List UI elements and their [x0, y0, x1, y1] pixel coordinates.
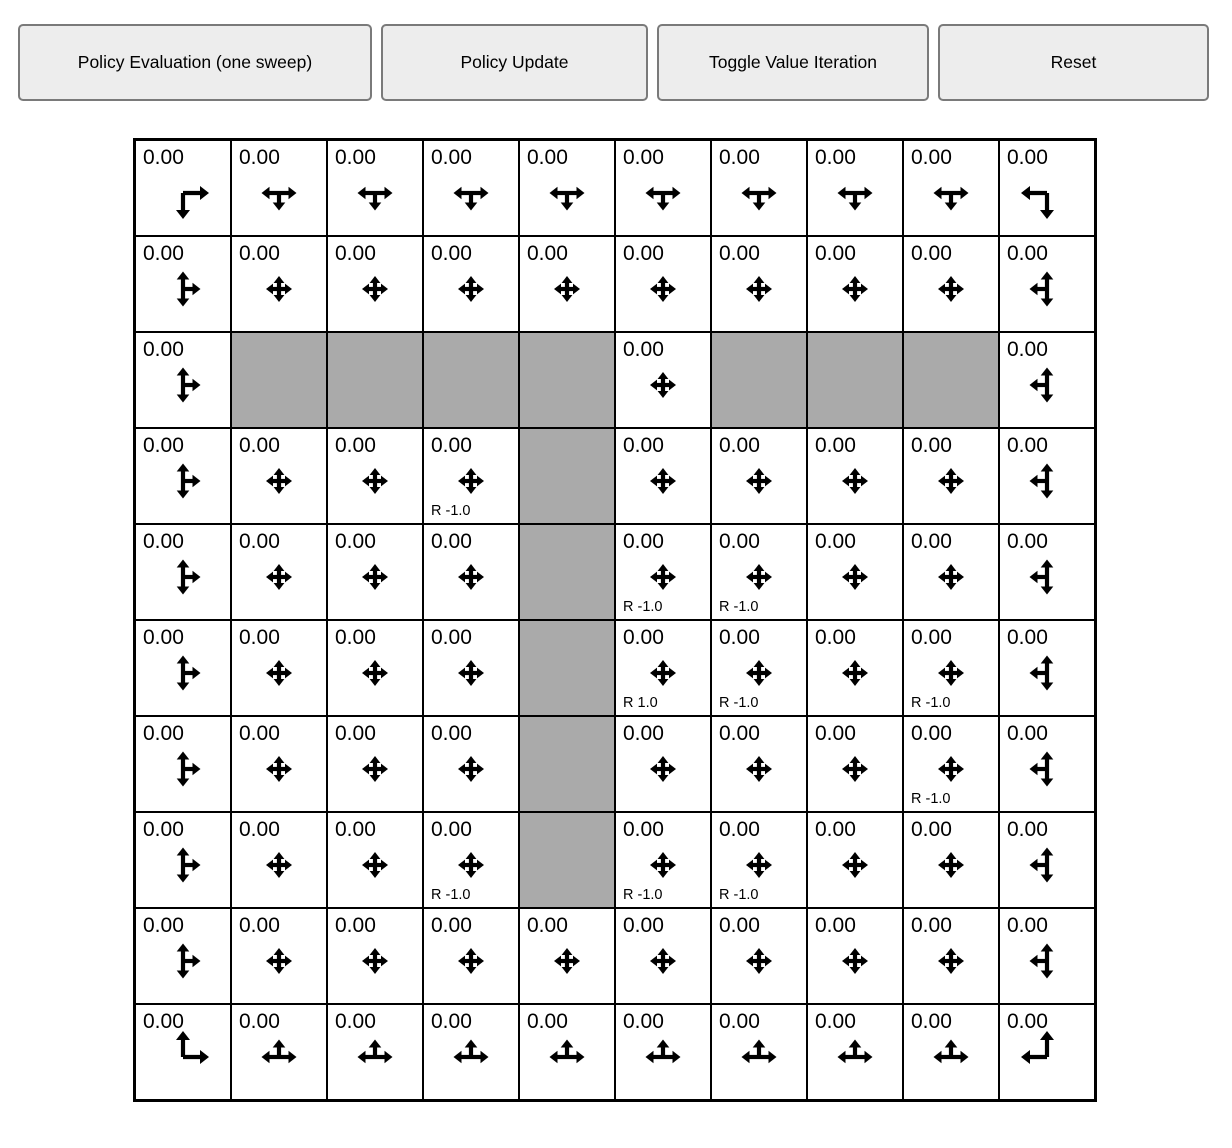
policy-arrows-icon	[1000, 1005, 1094, 1099]
cell-value: 0.00	[623, 722, 664, 745]
grid-cell[interactable]	[327, 908, 423, 1004]
grid-cell[interactable]	[999, 428, 1095, 524]
grid-cell[interactable]	[327, 620, 423, 716]
cell-value: 0.00	[623, 434, 664, 457]
cell-value: 0.00	[143, 914, 184, 937]
cell-value: 0.00	[623, 242, 664, 265]
cell-value: 0.00	[719, 626, 760, 649]
cell-value: 0.00	[815, 1010, 856, 1033]
cell-value: 0.00	[527, 1010, 568, 1033]
cell-value: 0.00	[623, 626, 664, 649]
cell-value: 0.00	[719, 914, 760, 937]
grid-cell[interactable]	[711, 236, 807, 332]
policy-arrows-icon	[328, 429, 422, 523]
cell-reward: R 1.0	[623, 695, 658, 711]
grid-cell[interactable]	[807, 428, 903, 524]
policy-arrows-icon	[1000, 621, 1094, 715]
policy-arrows-icon	[808, 813, 902, 907]
policy-arrows-icon	[136, 717, 230, 811]
grid-cell[interactable]	[999, 620, 1095, 716]
cell-value: 0.00	[719, 818, 760, 841]
grid-cell[interactable]	[135, 1004, 231, 1100]
cell-value: 0.00	[431, 1010, 472, 1033]
grid-cell[interactable]	[711, 524, 807, 620]
cell-value: 0.00	[1007, 1010, 1048, 1033]
policy-arrows-icon	[1000, 909, 1094, 1003]
grid-cell[interactable]	[519, 908, 615, 1004]
cell-value: 0.00	[911, 530, 952, 553]
grid-cell[interactable]	[807, 1004, 903, 1100]
cell-value: 0.00	[719, 530, 760, 553]
policy-arrows-icon	[808, 909, 902, 1003]
grid-cell[interactable]	[519, 140, 615, 236]
policy-arrows-icon	[424, 909, 518, 1003]
grid-cell[interactable]	[615, 140, 711, 236]
cell-value: 0.00	[239, 146, 280, 169]
cell-value: 0.00	[143, 722, 184, 745]
cell-reward: R -1.0	[719, 695, 759, 711]
grid-cell[interactable]	[807, 524, 903, 620]
policy-arrows-icon	[712, 909, 806, 1003]
grid-cell[interactable]	[615, 332, 711, 428]
cell-value: 0.00	[239, 1010, 280, 1033]
wall-cell[interactable]	[807, 332, 903, 428]
policy-arrows-icon	[136, 1005, 230, 1099]
cell-reward: R -1.0	[719, 887, 759, 903]
toolbar	[18, 24, 1232, 101]
grid-cell[interactable]	[903, 620, 999, 716]
policy-arrows-icon	[616, 333, 710, 427]
policy-arrows-icon	[904, 429, 998, 523]
grid-cell[interactable]	[903, 1004, 999, 1100]
grid-cell[interactable]	[423, 1004, 519, 1100]
cell-value: 0.00	[911, 242, 952, 265]
policy-arrows-icon	[616, 237, 710, 331]
grid-cell[interactable]	[135, 908, 231, 1004]
grid-cell[interactable]	[615, 1004, 711, 1100]
cell-value: 0.00	[719, 722, 760, 745]
policy-arrows-icon	[904, 237, 998, 331]
grid-cell[interactable]	[519, 1004, 615, 1100]
grid-cell[interactable]	[711, 1004, 807, 1100]
policy-arrows-icon	[712, 429, 806, 523]
grid-cell[interactable]	[615, 236, 711, 332]
policy-arrows-icon	[1000, 717, 1094, 811]
cell-value: 0.00	[335, 626, 376, 649]
grid-cell[interactable]	[423, 428, 519, 524]
cell-value: 0.00	[143, 530, 184, 553]
grid-cell[interactable]	[327, 812, 423, 908]
cell-value: 0.00	[335, 914, 376, 937]
grid-cell[interactable]	[615, 812, 711, 908]
cell-value: 0.00	[335, 434, 376, 457]
policy-arrows-icon	[808, 429, 902, 523]
cell-value: 0.00	[1007, 530, 1048, 553]
policy-arrows-icon	[136, 813, 230, 907]
cell-value: 0.00	[431, 626, 472, 649]
policy-arrows-icon	[232, 813, 326, 907]
grid-cell[interactable]	[999, 332, 1095, 428]
cell-value: 0.00	[143, 242, 184, 265]
policy-arrows-icon	[808, 237, 902, 331]
policy-arrows-icon	[232, 429, 326, 523]
grid-cell[interactable]	[423, 812, 519, 908]
wall-cell[interactable]	[711, 332, 807, 428]
policy-arrows-icon	[520, 141, 614, 235]
policy-arrows-icon	[616, 141, 710, 235]
grid-cell[interactable]	[615, 716, 711, 812]
grid-cell[interactable]	[135, 236, 231, 332]
grid-cell[interactable]	[999, 1004, 1095, 1100]
reset-button[interactable]: Reset	[938, 24, 1209, 101]
cell-value: 0.00	[1007, 146, 1048, 169]
grid-cell[interactable]	[231, 140, 327, 236]
grid-cell[interactable]	[519, 236, 615, 332]
policy-arrows-icon	[328, 1005, 422, 1099]
policy-arrows-icon	[424, 717, 518, 811]
wall-cell[interactable]	[231, 332, 327, 428]
grid-cell[interactable]	[135, 812, 231, 908]
cell-value: 0.00	[1007, 434, 1048, 457]
policy-arrows-icon	[424, 525, 518, 619]
cell-value: 0.00	[719, 1010, 760, 1033]
cell-value: 0.00	[143, 338, 184, 361]
grid-cell[interactable]	[711, 812, 807, 908]
cell-value: 0.00	[335, 818, 376, 841]
grid-cell[interactable]	[711, 908, 807, 1004]
cell-value: 0.00	[239, 722, 280, 745]
grid-cell[interactable]	[135, 716, 231, 812]
cell-value: 0.00	[335, 146, 376, 169]
policy-arrows-icon	[904, 909, 998, 1003]
wall-cell[interactable]	[423, 332, 519, 428]
policy-arrows-icon	[808, 141, 902, 235]
policy-arrows-icon	[424, 621, 518, 715]
cell-value: 0.00	[239, 530, 280, 553]
policy-arrows-icon	[904, 525, 998, 619]
policy-arrows-icon	[328, 909, 422, 1003]
toggle-value-iteration-button[interactable]: Toggle Value Iteration	[657, 24, 929, 101]
cell-value: 0.00	[815, 242, 856, 265]
grid-cell[interactable]	[231, 812, 327, 908]
cell-value: 0.00	[719, 242, 760, 265]
grid-cell[interactable]	[999, 140, 1095, 236]
cell-reward: R -1.0	[431, 503, 471, 519]
cell-value: 0.00	[1007, 242, 1048, 265]
cell-value: 0.00	[719, 434, 760, 457]
policy-arrows-icon	[136, 909, 230, 1003]
cell-value: 0.00	[911, 818, 952, 841]
policy-arrows-icon	[808, 621, 902, 715]
grid-cell[interactable]	[423, 620, 519, 716]
cell-value: 0.00	[911, 626, 952, 649]
policy-arrows-icon	[1000, 141, 1094, 235]
policy-arrows-icon	[136, 333, 230, 427]
cell-value: 0.00	[335, 1010, 376, 1033]
cell-value: 0.00	[239, 818, 280, 841]
cell-value: 0.00	[431, 146, 472, 169]
cell-value: 0.00	[143, 434, 184, 457]
policy-arrows-icon	[232, 717, 326, 811]
cell-value: 0.00	[623, 146, 664, 169]
cell-value: 0.00	[623, 1010, 664, 1033]
grid-cell[interactable]	[999, 236, 1095, 332]
cell-value: 0.00	[431, 242, 472, 265]
cell-value: 0.00	[335, 530, 376, 553]
gridworld	[133, 138, 1097, 1102]
cell-value: 0.00	[815, 818, 856, 841]
grid-cell[interactable]	[423, 716, 519, 812]
wall-cell[interactable]	[519, 716, 615, 812]
cell-value: 0.00	[815, 626, 856, 649]
grid-cell[interactable]	[327, 428, 423, 524]
policy-arrows-icon	[232, 1005, 326, 1099]
cell-value: 0.00	[143, 626, 184, 649]
wall-cell[interactable]	[519, 524, 615, 620]
grid-cell[interactable]	[327, 140, 423, 236]
policy-arrows-icon	[1000, 525, 1094, 619]
cell-value: 0.00	[431, 530, 472, 553]
cell-value: 0.00	[911, 914, 952, 937]
grid-cell[interactable]	[807, 812, 903, 908]
grid-cell[interactable]	[135, 524, 231, 620]
grid-cell[interactable]	[711, 428, 807, 524]
policy-arrows-icon	[1000, 237, 1094, 331]
grid-cell[interactable]	[423, 236, 519, 332]
cell-value: 0.00	[719, 146, 760, 169]
policy-arrows-icon	[616, 429, 710, 523]
grid-cell[interactable]	[903, 524, 999, 620]
grid-cell[interactable]	[231, 236, 327, 332]
cell-reward: R -1.0	[911, 695, 951, 711]
policy-arrows-icon	[136, 621, 230, 715]
grid-cell[interactable]	[807, 716, 903, 812]
policy-arrows-icon	[232, 141, 326, 235]
policy-arrows-icon	[328, 237, 422, 331]
policy-arrows-icon	[328, 717, 422, 811]
cell-value: 0.00	[623, 338, 664, 361]
grid-cell[interactable]	[711, 140, 807, 236]
cell-reward: R -1.0	[623, 887, 663, 903]
wall-cell[interactable]	[903, 332, 999, 428]
cell-value: 0.00	[431, 434, 472, 457]
cell-value: 0.00	[527, 914, 568, 937]
grid-cell[interactable]	[903, 908, 999, 1004]
cell-value: 0.00	[623, 818, 664, 841]
grid-cell[interactable]	[903, 140, 999, 236]
grid-cell[interactable]	[135, 428, 231, 524]
cell-value: 0.00	[239, 626, 280, 649]
grid-cell[interactable]	[423, 140, 519, 236]
grid-cell[interactable]	[615, 620, 711, 716]
grid-cell[interactable]	[903, 236, 999, 332]
policy-arrows-icon	[904, 813, 998, 907]
cell-value: 0.00	[1007, 722, 1048, 745]
wall-cell[interactable]	[519, 812, 615, 908]
policy-arrows-icon	[520, 909, 614, 1003]
cell-value: 0.00	[239, 914, 280, 937]
policy-arrows-icon	[1000, 429, 1094, 523]
grid-cell[interactable]	[615, 908, 711, 1004]
policy-arrows-icon	[136, 141, 230, 235]
policy-arrows-icon	[232, 237, 326, 331]
grid-cell[interactable]	[423, 908, 519, 1004]
grid-cell[interactable]	[807, 908, 903, 1004]
grid-cell[interactable]	[135, 620, 231, 716]
policy-arrows-icon	[712, 1005, 806, 1099]
cell-value: 0.00	[911, 722, 952, 745]
policy-arrows-icon	[136, 525, 230, 619]
grid-cell[interactable]	[711, 716, 807, 812]
cell-value: 0.00	[143, 146, 184, 169]
grid-cell[interactable]	[231, 620, 327, 716]
policy-arrows-icon	[520, 1005, 614, 1099]
grid-cell[interactable]	[231, 428, 327, 524]
cell-reward: R -1.0	[431, 887, 471, 903]
policy-arrows-icon	[616, 909, 710, 1003]
grid-cell[interactable]	[135, 140, 231, 236]
grid-cell[interactable]	[807, 140, 903, 236]
grid-cell[interactable]	[999, 716, 1095, 812]
cell-value: 0.00	[815, 146, 856, 169]
wall-cell[interactable]	[327, 332, 423, 428]
wall-cell[interactable]	[519, 332, 615, 428]
policy-evaluation-button[interactable]: Policy Evaluation (one sweep)	[18, 24, 372, 101]
cell-value: 0.00	[815, 530, 856, 553]
cell-value: 0.00	[143, 1010, 184, 1033]
grid-cell[interactable]	[327, 716, 423, 812]
policy-arrows-icon	[136, 429, 230, 523]
grid-cell[interactable]	[231, 1004, 327, 1100]
policy-arrows-icon	[136, 237, 230, 331]
cell-value: 0.00	[143, 818, 184, 841]
policy-arrows-icon	[424, 141, 518, 235]
cell-value: 0.00	[239, 434, 280, 457]
cell-value: 0.00	[431, 818, 472, 841]
wall-cell[interactable]	[519, 620, 615, 716]
cell-value: 0.00	[911, 1010, 952, 1033]
cell-value: 0.00	[1007, 338, 1048, 361]
grid-cell[interactable]	[231, 524, 327, 620]
policy-arrows-icon	[328, 141, 422, 235]
cell-value: 0.00	[239, 242, 280, 265]
policy-arrows-icon	[232, 909, 326, 1003]
policy-arrows-icon	[808, 1005, 902, 1099]
grid-cell[interactable]	[999, 908, 1095, 1004]
policy-arrows-icon	[712, 141, 806, 235]
grid-cell[interactable]	[615, 428, 711, 524]
grid-cell[interactable]	[807, 620, 903, 716]
policy-arrows-icon	[616, 1005, 710, 1099]
grid-cell[interactable]	[903, 428, 999, 524]
policy-arrows-icon	[808, 525, 902, 619]
cell-value: 0.00	[815, 914, 856, 937]
policy-arrows-icon	[232, 621, 326, 715]
cell-value: 0.00	[911, 434, 952, 457]
grid-cell[interactable]	[711, 620, 807, 716]
policy-arrows-icon	[808, 717, 902, 811]
cell-value: 0.00	[335, 242, 376, 265]
cell-value: 0.00	[815, 434, 856, 457]
grid-cell[interactable]	[231, 908, 327, 1004]
policy-arrows-icon	[904, 141, 998, 235]
cell-value: 0.00	[1007, 914, 1048, 937]
policy-arrows-icon	[712, 717, 806, 811]
cell-value: 0.00	[911, 146, 952, 169]
grid-cell[interactable]	[423, 524, 519, 620]
grid-cell[interactable]	[999, 524, 1095, 620]
cell-value: 0.00	[335, 722, 376, 745]
wall-cell[interactable]	[519, 428, 615, 524]
policy-update-button[interactable]: Policy Update	[381, 24, 648, 101]
grid-cell[interactable]	[615, 524, 711, 620]
policy-arrows-icon	[328, 813, 422, 907]
policy-arrows-icon	[424, 1005, 518, 1099]
cell-value: 0.00	[527, 146, 568, 169]
cell-reward: R -1.0	[623, 599, 663, 615]
cell-value: 0.00	[815, 722, 856, 745]
cell-value: 0.00	[623, 914, 664, 937]
policy-arrows-icon	[712, 237, 806, 331]
grid-cell[interactable]	[327, 524, 423, 620]
grid-cell[interactable]	[807, 236, 903, 332]
policy-arrows-icon	[232, 525, 326, 619]
grid-cell[interactable]	[903, 812, 999, 908]
policy-arrows-icon	[1000, 813, 1094, 907]
grid-cell[interactable]	[135, 332, 231, 428]
cell-value: 0.00	[431, 914, 472, 937]
policy-arrows-icon	[328, 621, 422, 715]
grid-cell[interactable]	[327, 236, 423, 332]
policy-arrows-icon	[1000, 333, 1094, 427]
policy-arrows-icon	[616, 717, 710, 811]
cell-value: 0.00	[431, 722, 472, 745]
cell-reward: R -1.0	[719, 599, 759, 615]
policy-arrows-icon	[904, 1005, 998, 1099]
grid-cell[interactable]	[327, 1004, 423, 1100]
cell-value: 0.00	[527, 242, 568, 265]
grid-cell[interactable]	[231, 716, 327, 812]
policy-arrows-icon	[424, 237, 518, 331]
cell-value: 0.00	[1007, 818, 1048, 841]
policy-arrows-icon	[520, 237, 614, 331]
grid-cell[interactable]	[999, 812, 1095, 908]
policy-arrows-icon	[328, 525, 422, 619]
grid-cell[interactable]	[903, 716, 999, 812]
cell-reward: R -1.0	[911, 791, 951, 807]
cell-value: 0.00	[623, 530, 664, 553]
cell-value: 0.00	[1007, 626, 1048, 649]
